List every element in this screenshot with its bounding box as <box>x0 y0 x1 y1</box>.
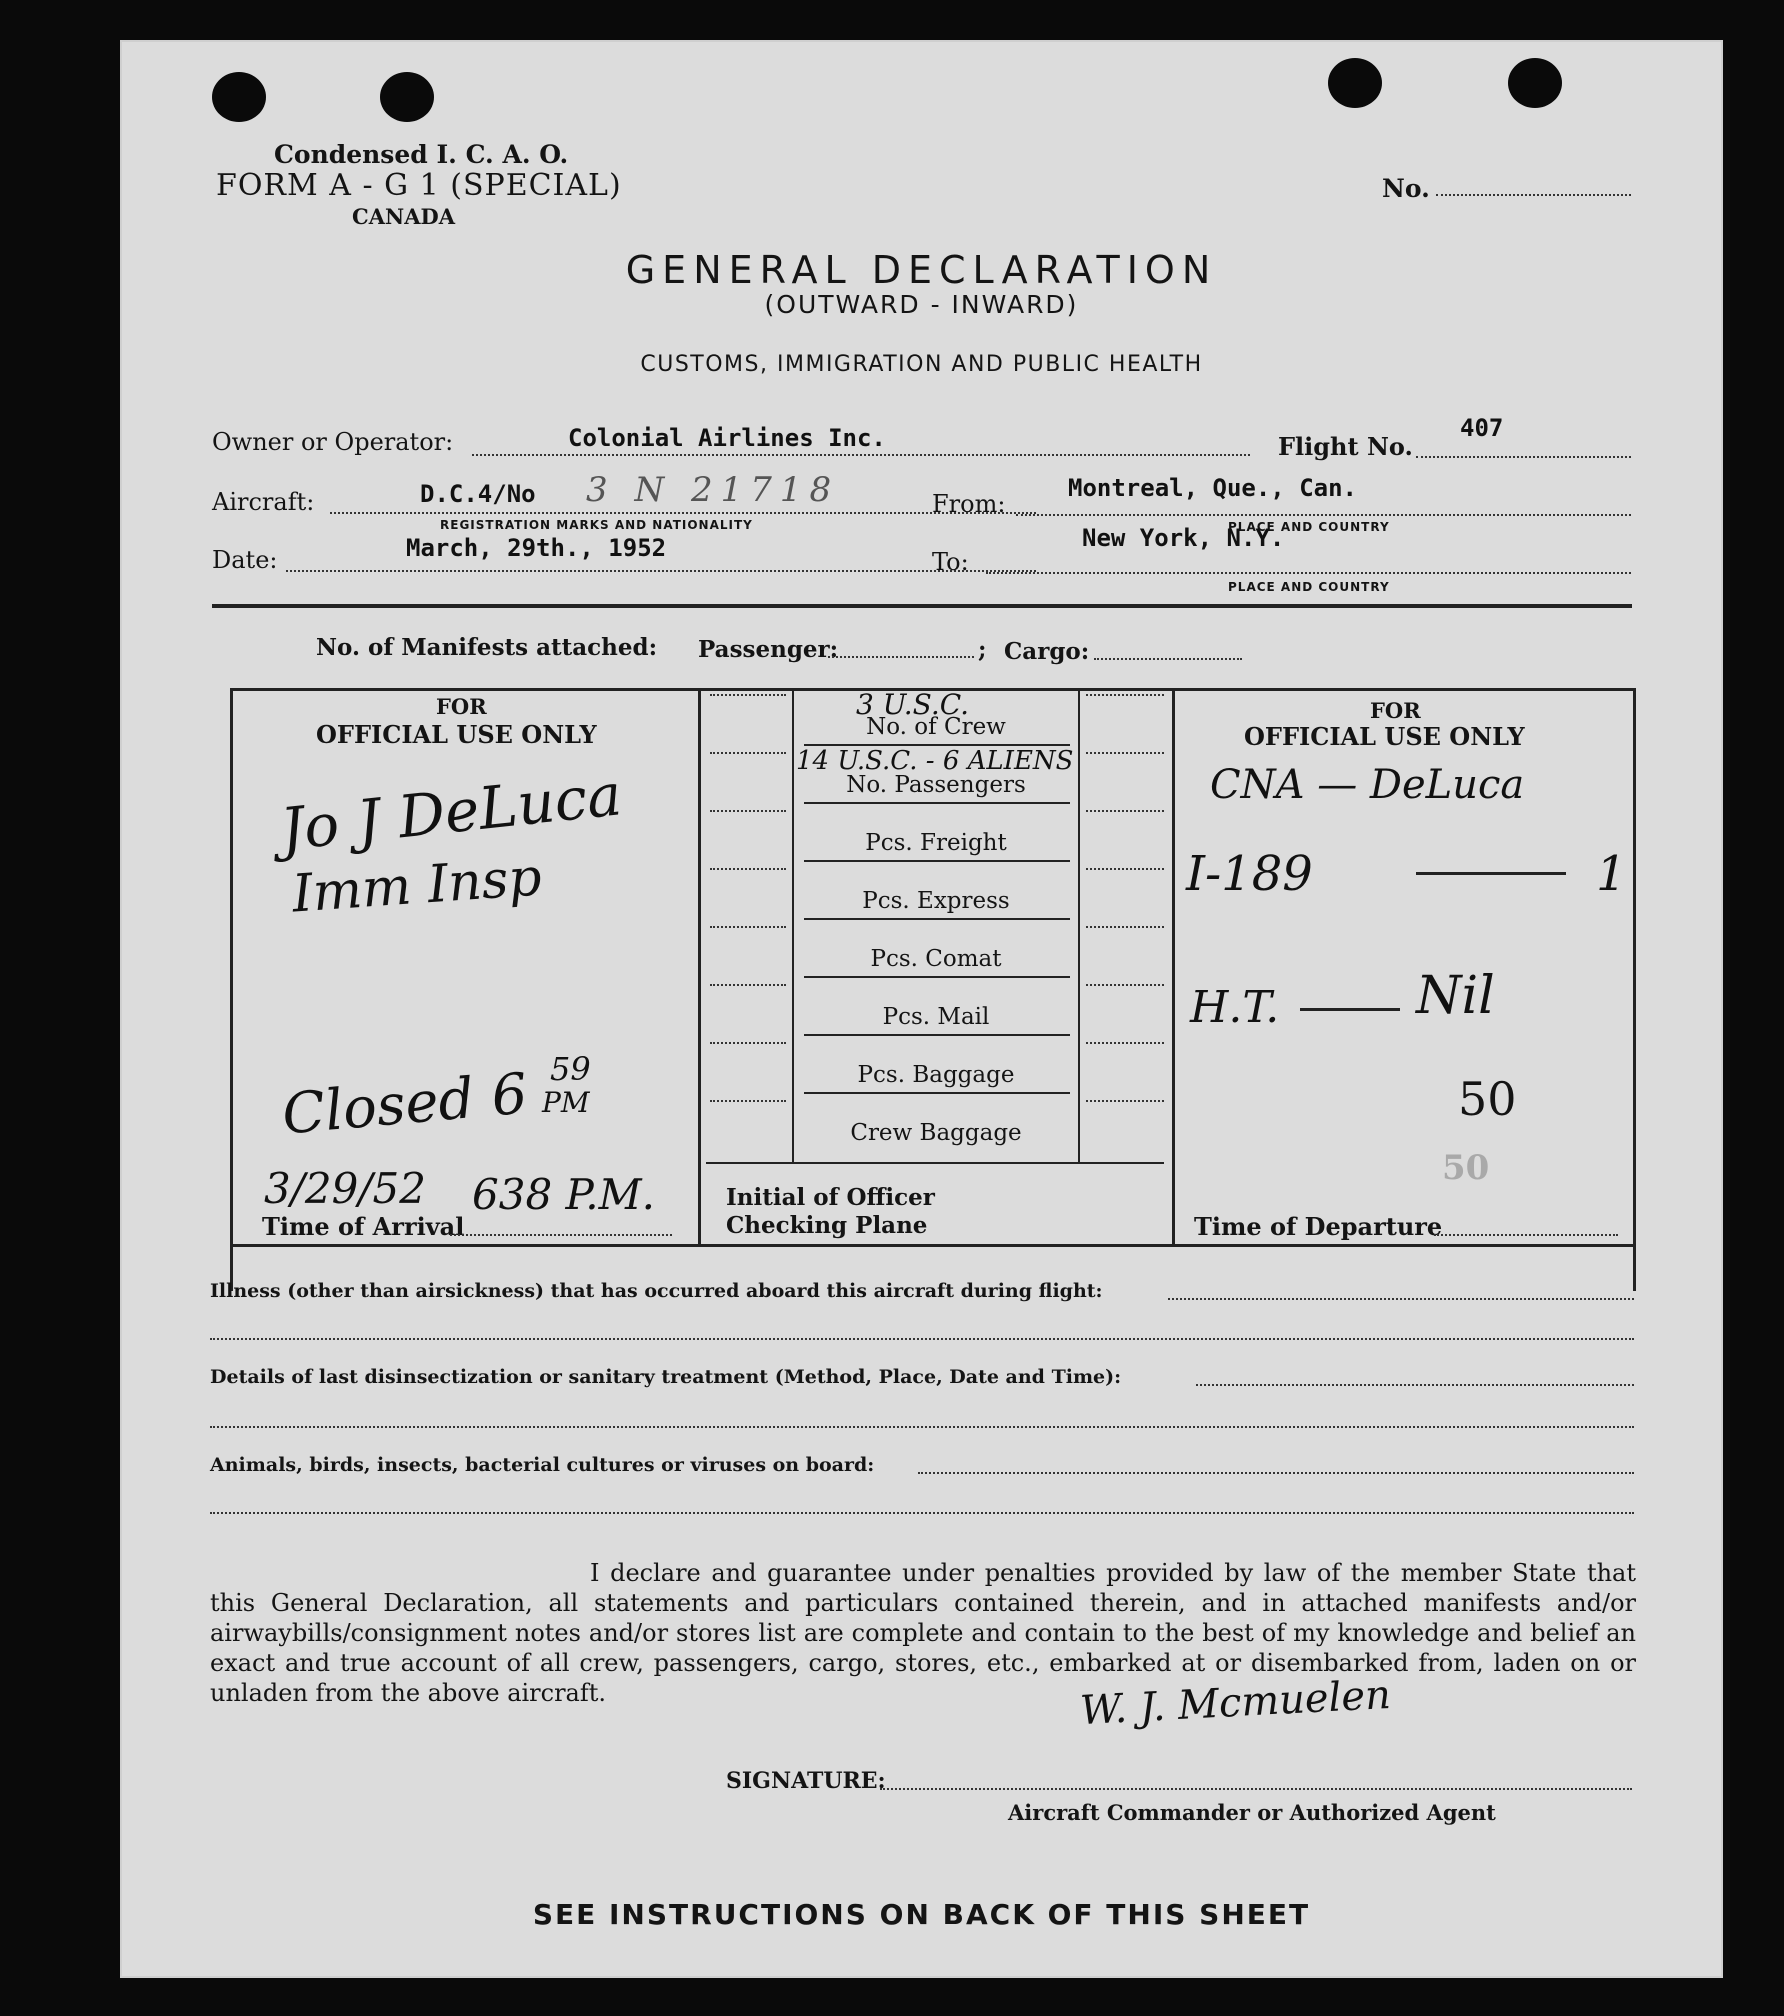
passenger-manifest-field[interactable] <box>828 656 974 658</box>
row-value-field-left[interactable] <box>710 1100 786 1102</box>
right-official-label: OFFICIAL USE ONLY <box>1244 722 1525 751</box>
direction-subtitle: (OUTWARD - INWARD) <box>764 290 1079 319</box>
time-arrival-label: Time of Arrival <box>262 1212 465 1241</box>
passengers-note: 14 U.S.C. - 6 ALIENS <box>796 746 1074 776</box>
right-note-dash-2 <box>1300 1008 1400 1011</box>
left-for-label: FOR <box>436 694 487 719</box>
row-value-field-left[interactable] <box>710 926 786 928</box>
left-signature-1: Jo J DeLuca <box>277 760 625 864</box>
aircraft-field[interactable] <box>330 512 1036 514</box>
row-label: Pcs. Freight <box>865 830 1007 856</box>
left-official-label: OFFICIAL USE ONLY <box>316 720 597 749</box>
form-condensed-label: Condensed I. C. A. O. <box>274 140 569 169</box>
row-rule <box>804 1092 1070 1094</box>
initial-officer-label: Initial of Officer <box>726 1184 935 1211</box>
date-value: March, 29th., 1952 <box>406 534 667 562</box>
from-label: From: <box>932 490 1006 518</box>
row-value-field-right[interactable] <box>1086 926 1164 928</box>
disinsectization-question: Details of last disinsectization or sanitary treatment (Method, Place, Date and Time): <box>210 1366 1122 1388</box>
row-value-field-left[interactable] <box>710 984 786 986</box>
from-field[interactable] <box>1016 514 1631 516</box>
col-divider-inner-right <box>1078 688 1080 1162</box>
left-signature-2: Imm Insp <box>290 847 544 925</box>
checking-plane-label: Checking Plane <box>726 1212 928 1239</box>
col-divider-right <box>1172 688 1175 1244</box>
declaration-statement: I declare and guarantee under penalties provided by law of the member State that this General Declaration, all statements and particulars contained therein, and in attached manifests and/or airwaybills/consignment notes and/or stores list are complete and contain to the best of my knowledge and belief an exact and true account of all crew, passengers, cargo, stores, etc., embarked at or disembarked from, laden on or unladen from the above aircraft. <box>210 1559 1636 1707</box>
row-rule <box>804 802 1070 804</box>
registration-caption: REGISTRATION MARKS AND NATIONALITY <box>440 518 753 532</box>
table-bottom-rule <box>230 1244 1636 1247</box>
row-value-field-right[interactable] <box>1086 694 1164 696</box>
punch-hole <box>1508 58 1562 108</box>
owner-label: Owner or Operator: <box>212 428 454 456</box>
row-value-field-right[interactable] <box>1086 868 1164 870</box>
row-label: Pcs. Mail <box>882 1004 990 1030</box>
date-field[interactable] <box>286 570 1036 572</box>
time-departure-field[interactable] <box>1434 1234 1618 1236</box>
row-value-field-left[interactable] <box>710 810 786 812</box>
row-rule <box>804 976 1070 978</box>
row-label: Pcs. Baggage <box>857 1062 1015 1088</box>
right-note-health: H.T. <box>1190 982 1280 1033</box>
punch-hole <box>212 72 266 122</box>
signature-handwritten-upper: W. J. Mcmuelen <box>1079 1671 1392 1735</box>
from-value: Montreal, Que., Can. <box>1068 474 1357 502</box>
manifests-label: No. of Manifests attached: <box>316 634 658 661</box>
signature-caption: Aircraft Commander or Authorized Agent <box>1008 1800 1496 1825</box>
row-value-field-left[interactable] <box>710 868 786 870</box>
to-label: To: <box>932 548 969 576</box>
punch-hole <box>380 72 434 122</box>
row-rule <box>804 860 1070 862</box>
col-divider-inner-left <box>792 688 794 1162</box>
header-rule <box>212 604 1632 608</box>
to-value: New York, N.Y. <box>1082 524 1285 552</box>
stamp-number-faded: 50 <box>1442 1148 1490 1188</box>
right-note-nil: Nil <box>1416 966 1495 1026</box>
closed-minutes: 59 <box>550 1050 591 1088</box>
owner-field[interactable] <box>472 454 1250 456</box>
arrival-date: 3/29/52 <box>264 1164 426 1213</box>
aircraft-value: D.C.4/No <box>420 480 536 508</box>
cargo-manifest-field[interactable] <box>1094 658 1242 660</box>
row-label: Crew Baggage <box>850 1120 1022 1146</box>
disinsectization-field-2[interactable] <box>210 1426 1634 1428</box>
crew-note: 3 U.S.C. <box>856 688 970 721</box>
illness-question: Illness (other than airsickness) that has occurred aboard this aircraft during flight: <box>210 1280 1103 1302</box>
closed-note: Closed 6 <box>279 1061 531 1148</box>
date-label: Date: <box>212 546 278 574</box>
row-value-field-right[interactable] <box>1086 1042 1164 1044</box>
flight-value: 407 <box>1460 414 1504 442</box>
instructions-footer: SEE INSTRUCTIONS ON BACK OF THIS SHEET <box>532 1898 1311 1931</box>
cargo-manifest-label: Cargo: <box>1004 638 1090 665</box>
signature-label: SIGNATURE: <box>726 1768 886 1794</box>
form-country: CANADA <box>352 204 456 229</box>
aircraft-handwritten: 3 N 21718 <box>586 470 840 510</box>
from-caption: PLACE AND COUNTRY <box>1228 520 1390 534</box>
agencies-subtitle: CUSTOMS, IMMIGRATION AND PUBLIC HEALTH <box>640 352 1203 377</box>
illness-field-2[interactable] <box>210 1338 1634 1340</box>
time-arrival-field[interactable] <box>450 1234 672 1236</box>
animals-field-2[interactable] <box>210 1512 1634 1514</box>
right-note-airline: CNA — DeLuca <box>1210 762 1525 808</box>
right-note-count: 1 <box>1596 846 1627 902</box>
row-label: No. Passengers <box>846 772 1026 798</box>
manifest-separator: ; <box>978 636 987 663</box>
stamp-number: 50 <box>1458 1072 1517 1126</box>
row-rule <box>804 744 1070 746</box>
row-value-field-right[interactable] <box>1086 984 1164 986</box>
right-note-dash-1 <box>1416 872 1566 875</box>
form-sheet <box>120 40 1723 1978</box>
passenger-manifest-label: Passenger: <box>698 636 839 663</box>
right-for-label: FOR <box>1370 698 1421 723</box>
no-field[interactable] <box>1436 194 1631 196</box>
row-value-field-left[interactable] <box>710 1042 786 1044</box>
col-divider-left <box>698 688 701 1244</box>
page-title: GENERAL DECLARATION <box>625 248 1218 292</box>
animals-field[interactable] <box>918 1472 1634 1474</box>
row-rule <box>804 918 1070 920</box>
row-rule <box>804 1034 1070 1036</box>
time-departure-label: Time of Departure <box>1194 1212 1443 1241</box>
no-label: No. <box>1382 174 1430 203</box>
row-value-field-left[interactable] <box>710 694 786 696</box>
punch-hole <box>1328 58 1382 108</box>
form-number: FORM A - G 1 (SPECIAL) <box>216 168 622 203</box>
aircraft-label: Aircraft: <box>212 488 315 516</box>
owner-value: Colonial Airlines Inc. <box>568 424 886 452</box>
flight-label: Flight No. <box>1278 432 1413 461</box>
row-value-field-left[interactable] <box>710 752 786 754</box>
row-label: Pcs. Express <box>862 888 1010 914</box>
right-note-form-number: I-189 <box>1186 846 1313 902</box>
to-caption: PLACE AND COUNTRY <box>1228 580 1390 594</box>
flight-field[interactable] <box>1416 456 1631 458</box>
middle-section-rule <box>706 1162 1164 1164</box>
row-label: No. of Crew <box>866 714 1006 740</box>
row-value-field-right[interactable] <box>1086 1100 1164 1102</box>
row-value-field-right[interactable] <box>1086 810 1164 812</box>
to-field[interactable] <box>986 572 1631 574</box>
animals-question: Animals, birds, insects, bacterial cultures or viruses on board: <box>210 1454 875 1476</box>
signature-field[interactable] <box>880 1788 1632 1790</box>
row-value-field-right[interactable] <box>1086 752 1164 754</box>
closed-pm: PM <box>542 1086 590 1119</box>
row-label: Pcs. Comat <box>870 946 1002 972</box>
disinsectization-field[interactable] <box>1196 1384 1634 1386</box>
arrival-time: 638 P.M. <box>472 1170 655 1219</box>
illness-field[interactable] <box>1168 1298 1634 1300</box>
